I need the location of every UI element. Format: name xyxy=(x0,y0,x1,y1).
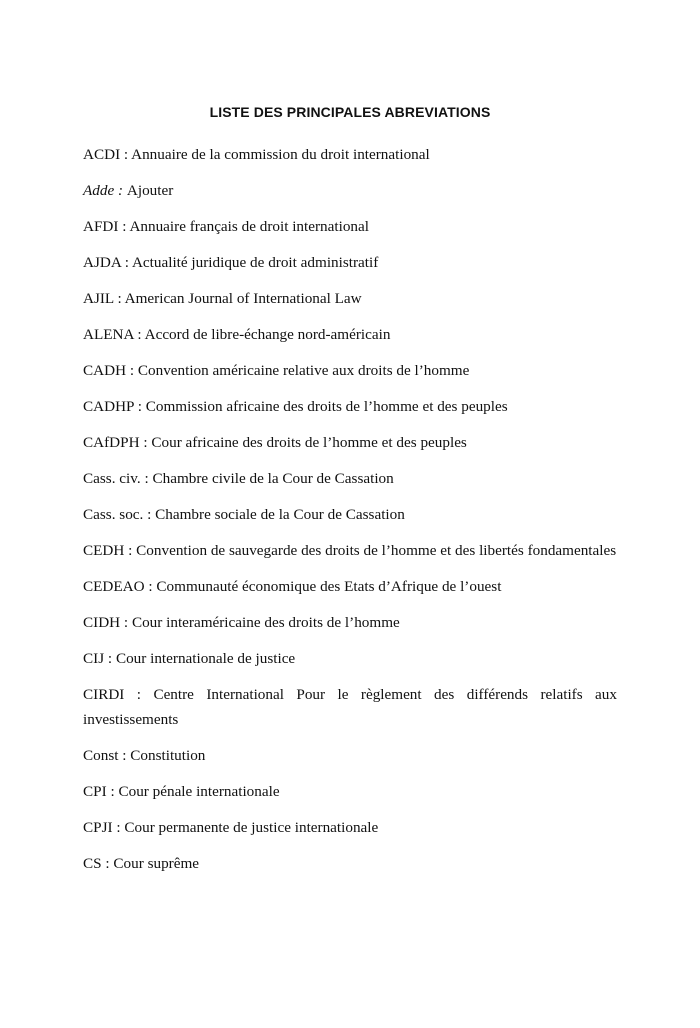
abbreviation-definition: Cour internationale de justice xyxy=(115,650,296,667)
abbreviation-definition: Communauté économique des Etats d’Afrique de l’ouest xyxy=(156,578,502,595)
abbreviation-entry xyxy=(83,743,617,768)
abbreviation-definition: Accord de libre-échange nord-américain xyxy=(144,326,391,343)
abbreviation-entry xyxy=(83,286,617,311)
abbreviation-term: CIDH xyxy=(83,614,121,631)
abbreviation-definition: Commission africaine des droits de l’homme et des peuples xyxy=(145,398,508,415)
abbreviation-definition: Cour permanente de justice internationale xyxy=(124,819,379,837)
abbreviation-entry xyxy=(83,322,617,347)
abbreviation-separator: : xyxy=(114,182,127,199)
abbreviation-entry xyxy=(83,250,617,275)
abbreviation-separator: : xyxy=(104,650,116,667)
abbreviation-term: AFDI xyxy=(83,218,119,235)
abbreviation-definition: Chambre civile de la Cour de Cassation xyxy=(152,470,394,487)
abbreviation-separator: : xyxy=(124,542,137,559)
abbreviation-separator: : xyxy=(133,398,146,415)
abbreviation-definition: Cour interaméricaine des droits de l’homme xyxy=(131,614,400,631)
abbreviation-definition: Cour suprême xyxy=(113,855,200,873)
abbreviation-term: Adde xyxy=(83,182,115,199)
abbreviation-separator: : xyxy=(139,434,152,451)
abbreviation-definition: Ajouter xyxy=(126,182,174,199)
abbreviation-entry xyxy=(83,358,617,383)
abbreviation-definition: American Journal of International Law xyxy=(124,290,362,307)
abbreviation-term: ALENA xyxy=(83,326,134,343)
abbreviation-definition: Cour africaine des droits de l’homme et des peuples xyxy=(151,434,467,451)
abbreviation-definition: Cour pénale internationale xyxy=(118,783,280,801)
abbreviation-separator: : xyxy=(106,783,119,801)
abbreviation-separator: : xyxy=(133,326,145,343)
abbreviation-separator: : xyxy=(143,506,156,523)
abbreviation-definition: Chambre sociale de la Cour de Cassation xyxy=(155,506,405,523)
abbreviation-term: CIJ xyxy=(83,650,105,667)
abbreviation-separator: : xyxy=(126,362,138,379)
abbreviation-entry xyxy=(83,610,617,635)
abbreviation-term: CADH xyxy=(83,362,127,379)
abbreviation-term: CIRDI xyxy=(83,686,125,703)
abbreviation-term: CEDH xyxy=(83,542,125,559)
abbreviation-separator: : xyxy=(124,686,154,703)
abbreviation-entry xyxy=(83,815,617,840)
abbreviation-term: AJDA xyxy=(83,254,121,271)
abbreviation-entry xyxy=(83,779,617,804)
abbreviation-entry xyxy=(83,502,617,527)
abbreviation-separator: : xyxy=(120,614,132,631)
abbreviation-definition: Constitution xyxy=(130,747,206,765)
abbreviation-term: CAfDPH xyxy=(83,434,140,451)
abbreviation-term: Const xyxy=(83,747,119,765)
abbreviation-entry xyxy=(83,646,617,671)
abbreviation-separator: : xyxy=(118,218,130,235)
abbreviation-separator: : xyxy=(120,146,132,163)
abbreviation-definition: Annuaire de la commission du droit international xyxy=(131,146,430,163)
abbreviation-entry xyxy=(83,574,617,599)
abbreviation-definition: Centre International Pour le règlement des différends relatifs aux investissements xyxy=(83,686,617,729)
abbreviation-definition: Actualité juridique de droit administratif xyxy=(131,254,379,271)
abbreviation-entry xyxy=(83,142,617,167)
abbreviation-separator: : xyxy=(113,290,125,307)
abbreviation-separator: : xyxy=(144,578,157,595)
abbreviation-definition: Annuaire français de droit international xyxy=(129,218,369,235)
abbreviation-entry xyxy=(83,178,617,203)
abbreviation-term: CEDEAO xyxy=(83,578,145,595)
abbreviation-separator: : xyxy=(140,470,153,487)
abbreviation-entry xyxy=(83,214,617,239)
abbreviation-list xyxy=(83,142,617,887)
abbreviation-separator: : xyxy=(101,855,114,873)
abbreviation-definition: Convention de sauvegarde des droits de l’homme et des libertés fondamentales xyxy=(136,542,617,559)
abbreviation-entry xyxy=(83,430,617,455)
abbreviation-term: Cass. civ. xyxy=(83,470,141,487)
abbreviation-term: CADHP xyxy=(83,398,134,415)
abbreviation-entry xyxy=(83,466,617,491)
page-title: LISTE DES PRINCIPALES ABREVIATIONS xyxy=(209,104,491,120)
abbreviation-term: CPI xyxy=(83,783,107,801)
abbreviation-term: ACDI xyxy=(83,146,121,163)
abbreviation-term: Cass. soc. xyxy=(83,506,144,523)
abbreviation-separator: : xyxy=(112,819,125,837)
abbreviation-term: CPJI xyxy=(83,819,113,837)
abbreviation-entry xyxy=(83,538,617,563)
abbreviation-separator: : xyxy=(120,254,132,271)
abbreviation-entry xyxy=(83,394,617,419)
abbreviation-definition: Convention américaine relative aux droits de l’homme xyxy=(137,362,470,379)
abbreviation-entry xyxy=(83,682,617,733)
abbreviation-term: AJIL xyxy=(83,290,114,307)
abbreviation-separator: : xyxy=(118,747,131,765)
abbreviation-term: CS xyxy=(83,855,102,873)
abbreviation-entry xyxy=(83,851,617,876)
